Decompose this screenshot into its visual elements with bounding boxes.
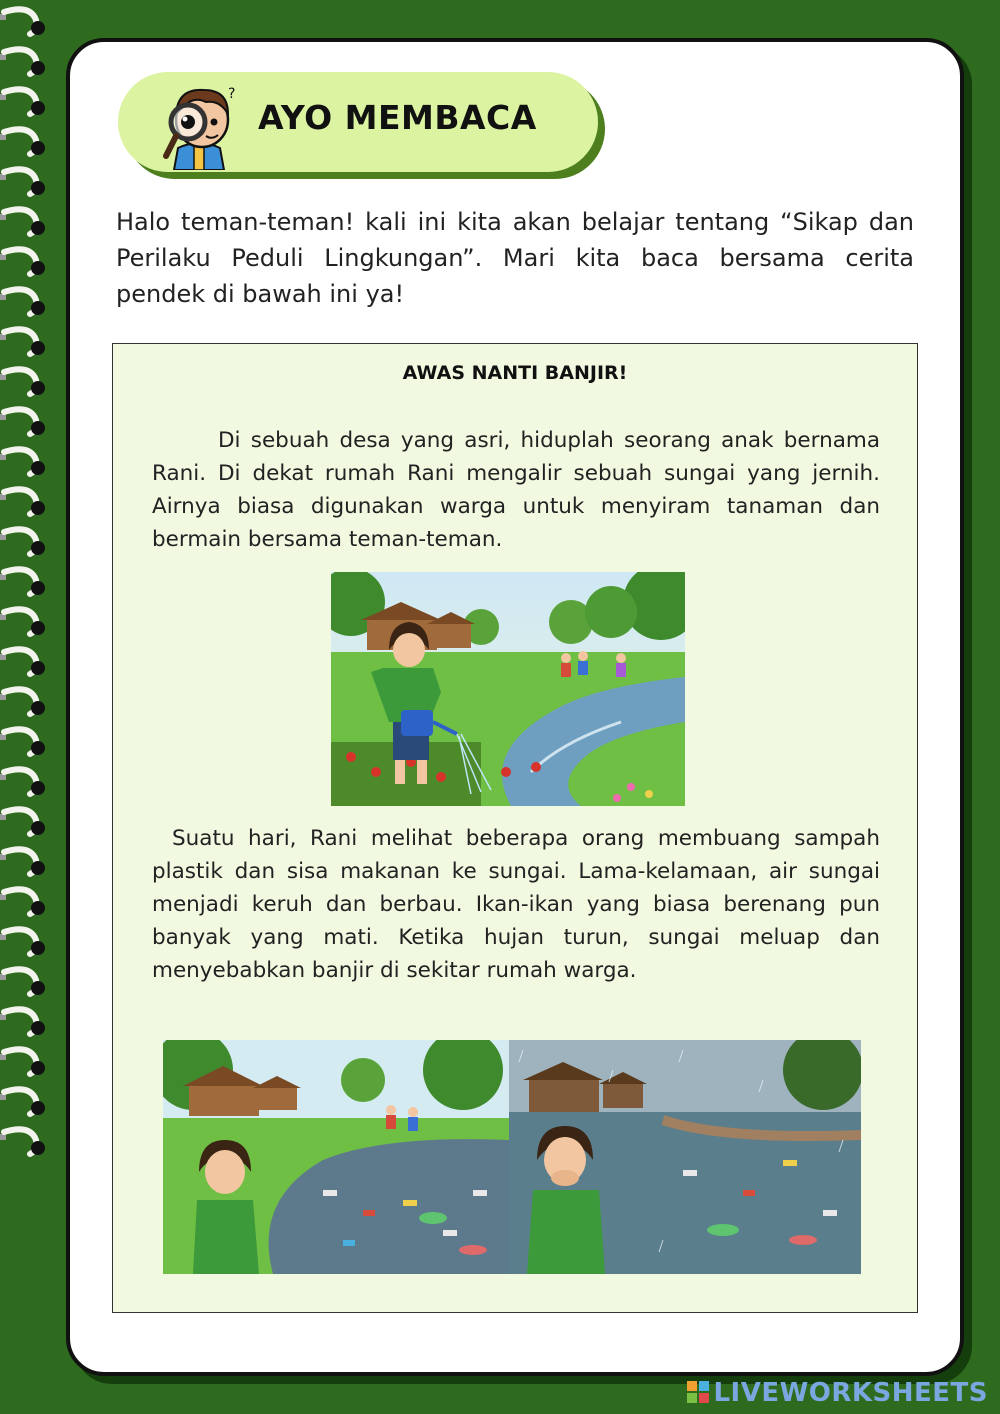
liveworksheets-watermark (687, 1378, 988, 1408)
binding-ring (0, 724, 52, 760)
illustration-clean-river (331, 572, 685, 806)
binding-ring (0, 124, 52, 160)
story-title: AWAS NANTI BANJIR! (402, 362, 628, 384)
title-banner (118, 72, 598, 172)
binding-ring (0, 244, 52, 280)
binding-ring (0, 764, 52, 800)
intro-text: Halo teman-teman! kali ini kita akan belajar tentang “Sikap dan Perilaku Peduli Lingkungan”. Mari kita baca bersama cerita pendek di bawah ini ya! (116, 208, 914, 308)
svg-text:?: ? (228, 86, 236, 102)
binding-ring (0, 1124, 52, 1160)
binding-ring (0, 644, 52, 680)
binding-ring (0, 524, 52, 560)
binding-ring (0, 4, 52, 40)
binding-ring (0, 324, 52, 360)
binding-ring (0, 84, 52, 120)
page-title: AYO MEMBACA (258, 98, 537, 137)
binding-ring (0, 284, 52, 320)
binding-ring (0, 604, 52, 640)
detective-kid-magnifier-icon (154, 78, 244, 170)
binding-ring (0, 684, 52, 720)
binding-ring (0, 564, 52, 600)
binding-ring (0, 44, 52, 80)
binding-ring (0, 924, 52, 960)
binding-ring (0, 1044, 52, 1080)
illustration-polluted-river-flood (163, 1040, 861, 1274)
binding-ring (0, 204, 52, 240)
binding-ring (0, 404, 52, 440)
binding-ring (0, 1084, 52, 1120)
binding-ring (0, 844, 52, 880)
binding-ring (0, 804, 52, 840)
binding-ring (0, 364, 52, 400)
story-paragraph-1: Di sebuah desa yang asri, hiduplah seorang anak bernama Rani. Di dekat rumah Rani mengalir sebuah sungai yang jernih. Airnya biasa digunakan warga untuk menyiram tanaman dan bermain bersama teman-teman. (152, 428, 880, 552)
binding-ring (0, 1004, 52, 1040)
story-box (112, 343, 918, 1313)
binding-ring (0, 444, 52, 480)
binding-ring (0, 164, 52, 200)
liveworksheets-logo-icon (687, 1381, 709, 1403)
binding-ring (0, 884, 52, 920)
binding-ring (0, 964, 52, 1000)
watermark-text: LIVEWORKSHEETS (713, 1378, 988, 1408)
binding-ring (0, 484, 52, 520)
spiral-binding (0, 0, 60, 1414)
story-paragraph-2: Suatu hari, Rani melihat beberapa orang membuang sampah plastik dan sisa makanan ke sungai. Lama-kelamaan, air sungai menjadi keruh dan berbau. Ikan-ikan yang biasa berenang pun banyak yang mati. Ketika hujan turun, sungai meluap dan menyebabkan banjir di sekitar rumah warga. (152, 826, 880, 983)
